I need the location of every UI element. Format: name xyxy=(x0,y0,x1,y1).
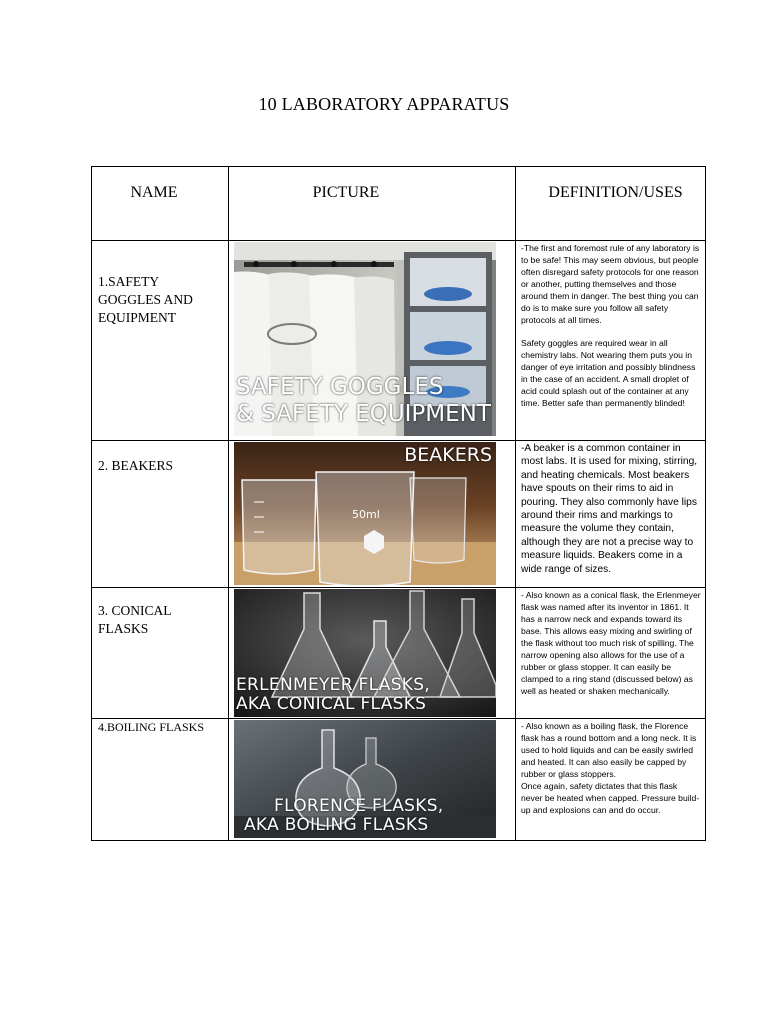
picture-caption: AKA BOILING FLASKS xyxy=(244,815,429,835)
page-title: 10 LABORATORY APPARATUS xyxy=(258,94,510,114)
apparatus-picture-cell xyxy=(229,719,516,841)
header-definition: DEFINITION/USES xyxy=(516,167,706,241)
picture-caption: & SAFETY EQUIPMENT xyxy=(236,401,491,427)
apparatus-definition-cell xyxy=(516,441,706,588)
apparatus-picture-cell xyxy=(229,588,516,719)
apparatus-picture-cell xyxy=(229,441,516,588)
apparatus-picture-cell xyxy=(229,241,516,441)
apparatus-name-cell xyxy=(92,719,229,841)
apparatus-table xyxy=(91,166,706,841)
apparatus-name-cell xyxy=(92,241,229,441)
table-row xyxy=(92,441,706,588)
apparatus-name: 3. CONICAL FLASKS xyxy=(98,603,171,636)
definition-text: - Also known as a conical flask, the Erlenmeyer flask was named after its inventor in 1861. It has a narrow neck and expands toward its base. This allows easy mixing and swirling of the flask without too much risk of spilling. The narrow opening also allows for the use of a rubber or glass stopper. It can easily be clamped to a ring stand (discussed below) as well as heated or shaken mechanically. xyxy=(521,590,701,696)
definition-text: -A beaker is a common container in most labs. It is used for mixing, stirring, and heating chemicals. Most beakers have spouts on their rims to aid in pouring. They also commonly have lips around their rims and markings to measure the volume they contain, although they are not a precise way to measure liquids. Beakers come in a wide range of sizes. xyxy=(521,443,698,575)
header-picture: PICTURE xyxy=(229,167,516,241)
definition-text: -The first and foremost rule of any laboratory is to be safe! This may seem obvious, but people often disregard safety protocols for one reason or another, putting themselves and those around them in danger. The best thing you can do is to make sure you follow all safety protocols at all times. xyxy=(521,243,700,325)
picture-caption: ERLENMEYER FLASKS, xyxy=(236,675,431,695)
svg-text:50ml: 50ml xyxy=(352,508,380,521)
picture-caption: AKA CONICAL FLASKS xyxy=(236,694,427,714)
table-row xyxy=(92,588,706,719)
safety-goggles-photo xyxy=(234,242,496,436)
table-header-row xyxy=(92,167,706,241)
beakers-photo xyxy=(234,442,496,585)
picture-caption: BEAKERS xyxy=(404,444,492,466)
definition-text: Safety goggles are required wear in all chemistry labs. Not wearing them puts you in danger of eye irritation and possibly blindness in the case of an accident. A small droplet of acid could splash out of the container at any time. Better safe than permanently blinded! xyxy=(521,338,696,408)
apparatus-name: 1.SAFETY GOGGLES AND EQUIPMENT xyxy=(98,274,193,325)
table-row xyxy=(92,719,706,841)
table-row xyxy=(92,241,706,441)
picture-caption: SAFETY GOGGLES xyxy=(236,374,444,400)
apparatus-definition-cell xyxy=(516,241,706,441)
picture-caption: FLORENCE FLASKS, xyxy=(274,796,444,816)
definition-text: Once again, safety dictates that this flask never be heated when capped. Pressure build-up and explosions can and do occur. xyxy=(521,781,700,815)
boiling-flasks-photo xyxy=(234,720,496,838)
apparatus-name: 2. BEAKERS xyxy=(98,458,174,473)
apparatus-name-cell xyxy=(92,588,229,719)
apparatus-name: 4.BOILING FLASKS xyxy=(98,720,205,734)
header-name: NAME xyxy=(92,167,229,241)
apparatus-definition-cell xyxy=(516,588,706,719)
conical-flasks-photo xyxy=(234,589,496,717)
apparatus-definition-cell xyxy=(516,719,706,841)
definition-text: - Also known as a boiling flask, the Florence flask has a round bottom and a long neck. It is used to hold liquids and can be easily swirled and heated. It can also easily be capped by rubber or glass stoppers. xyxy=(521,721,697,779)
apparatus-name-cell xyxy=(92,441,229,588)
